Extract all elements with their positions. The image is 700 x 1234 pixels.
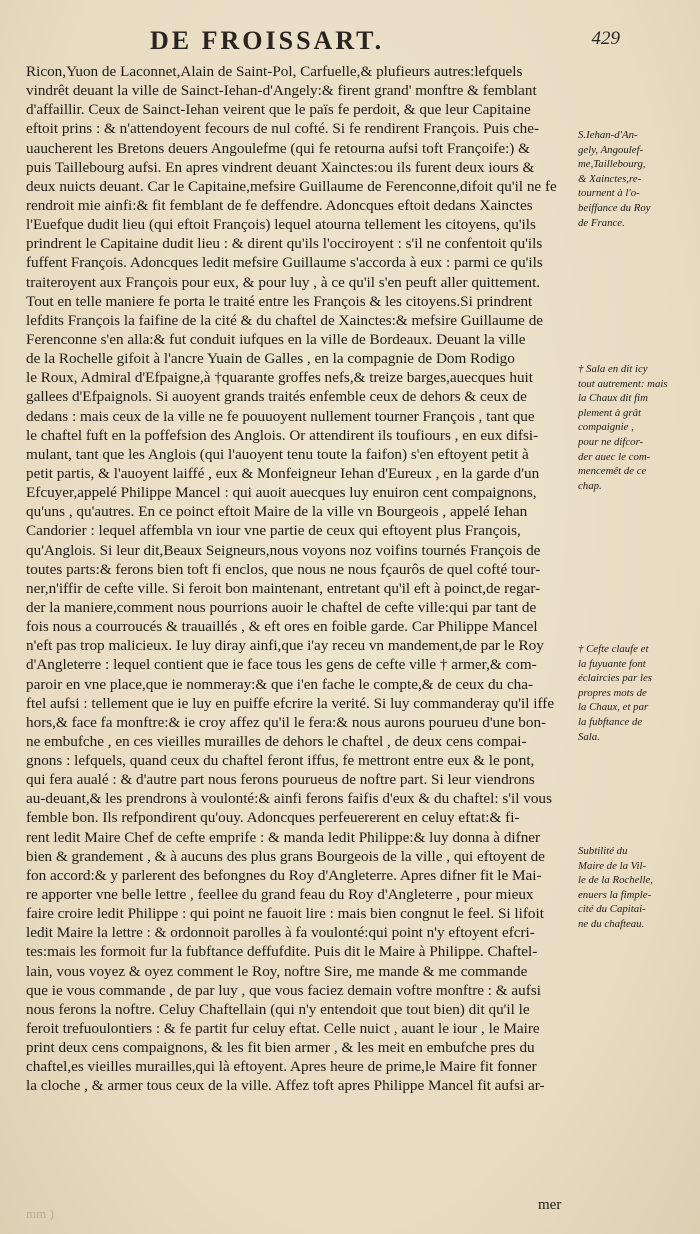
text-line: nous ferons la noftre. Celuy Chaftellain (qui n'y entendoit que tout bien) dit qu'il le <box>26 1000 530 1018</box>
margin-note-line: ne du chafteau. <box>578 917 645 930</box>
text-line: femble bon. Ils refpondirent qu'ouy. Adoncques perfeuererent en celuy eftat:& fi- <box>26 809 520 827</box>
text-line: ledit Maire la lettre : & ordonnoit parolles à fa voulonté:qui point n'y eftoyent efcri- <box>26 924 535 942</box>
margin-note-line: tout autrement: mais <box>578 377 668 390</box>
margin-note-line: cité du Capitai- <box>578 903 646 916</box>
text-line: petit partis, & l'auoyent laiffé , eux & Monfeigneur Iehan d'Eureux , en la garde d'un <box>26 464 540 482</box>
text-line: lefdits François la faifine de la cité & du chaftel de Xainctes:& mefsire Guillaume de <box>26 311 544 329</box>
margin-note-line: Subtilité du <box>578 845 628 857</box>
text-line: deux nuicts deuant. Car le Capitaine,mefsire Guillaume de Ferenconne,difoit qu'il ne fe <box>26 177 557 195</box>
margin-note-line: S.Iehan-d'An- <box>578 129 638 141</box>
margin-note <box>578 362 696 493</box>
text-line: le chaftel fuft en la poffefsion des Anglois. Or attendirent ils toufiours , en eux difsi- <box>26 426 539 444</box>
text-line: lain, vous voyez & oyez comment le Roy, noftre Sire, me mande & me commande <box>26 962 528 980</box>
margin-note <box>578 844 696 932</box>
text-line: uaucherent les Bretons deuers Angoulefme (qui fe retourna aufsi toft Françoife:) & <box>26 139 530 157</box>
margin-note-line: gely, Angoulef- <box>578 143 644 156</box>
margin-note-line: † Cefte claufe et <box>578 643 649 655</box>
margin-note-line: & Xainctes,re- <box>578 172 642 185</box>
text-line: tes:mais les formoit fur la fubftance deffufdite. Puis dit le Maire à Philippe. Chaftel- <box>26 943 538 961</box>
text-line: Efcuyer,appelé Philippe Mancel : qui auoit auecques luy enuiron cent compaignons, <box>26 484 537 502</box>
text-line: toutes parts:& ferons bien toft fi enclos, que nous ne nous fçaurôs de quel cofté tour- <box>26 560 541 578</box>
margin-note-line: plement à grât <box>578 406 641 419</box>
text-line: ne embufche , en ces vieilles murailles de dehors le chaftel , de deux cens compai- <box>26 732 527 750</box>
text-line: Ferenconne s'en alla:& fut conduit iufques en la ville de Bordeaux. Deuant la ville <box>26 330 526 348</box>
text-line: fon accord:& y parlerent des befongnes du Roy d'Angleterre. Apres difner fit le Mai- <box>26 866 542 884</box>
margin-note-line: de France. <box>578 216 625 229</box>
text-line: mulant, tant que les Anglois (qui l'auoyent tenu toute la faifon) s'en eftoyent petit à <box>26 445 529 463</box>
margin-note-line: pour ne difcor- <box>578 435 644 448</box>
margin-note-line: la fubftance de <box>578 715 643 728</box>
margin-note-line: mencemêt de ce <box>578 465 647 478</box>
margin-note <box>578 642 696 744</box>
margin-note-line: la fuyuante font <box>578 657 646 670</box>
running-title: DE FROISSART. <box>150 26 385 55</box>
text-line: gnons : lefquels, quand ceux du chaftel feront iffus, fe mettront entre eux & le pont, <box>26 752 535 770</box>
text-line: rent ledit Maire Chef de cefte emprife : & manda ledit Philippe:& luy donna à difner <box>26 828 541 846</box>
text-line: la cloche , & armer tous ceux de la ville. Affez toft apres Philippe Mancel fit aufsi ar- <box>26 1077 545 1095</box>
text-line: Tout en telle maniere fe porta le traité entre les François & les citoyens.Si prindrent <box>26 292 533 310</box>
text-line: eftoit prins : & n'attendoyent fecours de nul cofté. Si fe rendirent François. Puis che- <box>26 120 540 138</box>
text-line: prindrent le Capitaine dudit lieu : & dirent qu'ils l'occiroyent : s'il ne confentoit qu'ils <box>26 235 543 253</box>
text-line: qu'Anglois. Si leur dit,Beaux Seigneurs,nous voyons noz voifins tournés François de <box>26 541 541 559</box>
catchword: mer <box>538 1197 562 1213</box>
text-line: ftel aufsi : tellement que ie luy en puiffe efcrire la verité. Si luy commanderay qu'il iffe <box>26 694 555 712</box>
margin-note-line: éclaircies par les <box>578 672 652 685</box>
margin-note-line: † Sala en dit icy <box>578 363 648 375</box>
text-line: gallees d'Efpaignols. Si auoyent grands traités enfemble ceux de dehors & ceux de <box>26 388 527 406</box>
text-line: l'Euefque dudit lieu (qui eftoit François) lequel atourna tellement les citoyens, qu'ils <box>26 216 536 234</box>
margin-note-line: propres mots de <box>578 686 647 699</box>
text-line: Candorier : lequel affembla vn iour vne partie de ceux qui eftoyent plus François, <box>26 522 521 540</box>
bleed-through-text: mm ) <box>26 1206 54 1221</box>
text-line: Ricon,Yuon de Laconnet,Alain de Saint-Pol, Carfuelle,& plufieurs autres:lefquels <box>26 63 523 80</box>
running-header <box>150 26 620 56</box>
text-line: vindrêt deuant la ville de Sainct-Iehan-d'Angely:& firent grand' monftre & femblant <box>26 82 537 100</box>
margin-note-line: der auec le com- <box>578 450 651 463</box>
text-line: feroit trefuoulontiers : & fe partit fur celuy eftat. Celle nuict , auant le iour , le Maire <box>26 1020 540 1038</box>
text-line: le Roux, Admiral d'Efpaigne,à †quarante groffes nefs,& treize barges,auecques huit <box>26 369 533 387</box>
margin-note-line: beiffance du Roy <box>578 201 651 214</box>
margin-note-line: la Chaux, et par <box>578 701 649 714</box>
text-line: re apporter vne belle lettre , feellee du grand feau du Roy d'Angleterre , pour mieux <box>26 886 534 904</box>
main-text-block <box>26 62 574 1096</box>
margin-note-line: tournent à l'o- <box>578 187 640 200</box>
text-line: rendroit mie ainfi:& fit femblant de fe deffendre. Adoncques eftoit dedans Xainctes <box>26 196 533 214</box>
text-line: d'affaillir. Ceux de Sainct-Iehan veirent que le païs fe perdoit, & que leur Capitaine <box>26 101 531 119</box>
margin-note-line: chap. <box>578 479 602 492</box>
text-line: d'Angleterre : lequel contient que ie face tous les gens de cefte ville † armer,& com- <box>26 656 537 674</box>
text-line: qui fera aualé : & d'autre part nous ferons pourueus de noftre part. Si leur viendrons <box>26 771 535 789</box>
margin-note-line: la Chaux dit fim <box>578 392 648 405</box>
text-line: fois nous a courroucés & trauaillés , & eft ores en foible garde. Car Philippe Mancel <box>26 618 538 636</box>
text-line: n'eft pas trop malicieux. Ie luy diray ainfi,que i'ay receu vn mandement,de par le Roy <box>26 637 544 655</box>
text-line: puis Taillebourg aufsi. En apres vindrent deuant Xainctes:ou ils furent deux iours & <box>26 158 535 176</box>
text-line: au-deuant,& les prendrons à voulonté:& ainfi ferons faifis d'eux & du chaftel: s'il vous <box>26 790 552 808</box>
margin-note-line: Sala. <box>578 730 600 743</box>
text-line: qu'uns , qu'autres. En ce poinct eftoit Maire de la ville vn Bourgeois , appelé Iehan <box>26 503 528 521</box>
page-number: 429 <box>591 28 620 49</box>
text-line: traiteroyent aux François pour eux, & pour luy , à ce qu'il s'en peuft aller quittement. <box>26 273 541 291</box>
margin-note-line: le de la Rochelle, <box>578 874 653 887</box>
text-line: dedans : mais ceux de la ville ne fe pouuoyent nullement tourner François , tant que <box>26 407 535 425</box>
margin-note-line: compaignie , <box>578 421 634 434</box>
text-line: bien & grandement , & à aucuns des plus grans Bourgeois de la ville , qui eftoyent de <box>26 847 545 865</box>
text-line: que ie vous commande , de par luy , que vous faciez demain voftre monftre : & aufsi <box>26 981 541 999</box>
margin-note-line: me,Taillebourg, <box>578 158 646 171</box>
text-line: ner,n'iffir de cefte ville. Si feroit bon maintenant, entretant qu'il eft à poinct,de regar- <box>26 579 541 597</box>
text-line: der la maniere,comment nous pourrions auoir le chaftel de cefte ville:qui par tant de <box>26 598 537 616</box>
text-line: de la Rochelle gifoit à l'ancre Yuain de Galles , en la compagnie de Dom Rodigo <box>26 350 515 368</box>
text-line: print deux cens compaignons, & les fit bien armer , & les meit en embufche pres du <box>26 1039 535 1057</box>
margin-note-line: Maire de la Vil- <box>578 859 647 872</box>
margin-note-line: enuers la fimple- <box>578 888 652 901</box>
margin-note <box>578 128 696 230</box>
text-line: hors,& face fa monftre:& ie croy affez qu'il le fera:& nous aurons pourueu d'une bon- <box>26 713 547 731</box>
text-line: fuffent François. Adoncques ledit mefsire Guillaume s'accorda à eux : parmi ce qu'ils <box>26 254 543 272</box>
text-line: chaftel,es vieilles murailles,qui là eftoyent. Apres heure de prime,le Maire fit fonner <box>26 1058 537 1076</box>
text-line: faire croire ledit Philippe : qui point ne fauoit lire : mais bien congnut le feel. Si lifoit <box>26 905 544 923</box>
text-line: paroir en vne place,que ie nommeray:& que i'en fache le compte,& de ceux du cha- <box>26 675 534 693</box>
